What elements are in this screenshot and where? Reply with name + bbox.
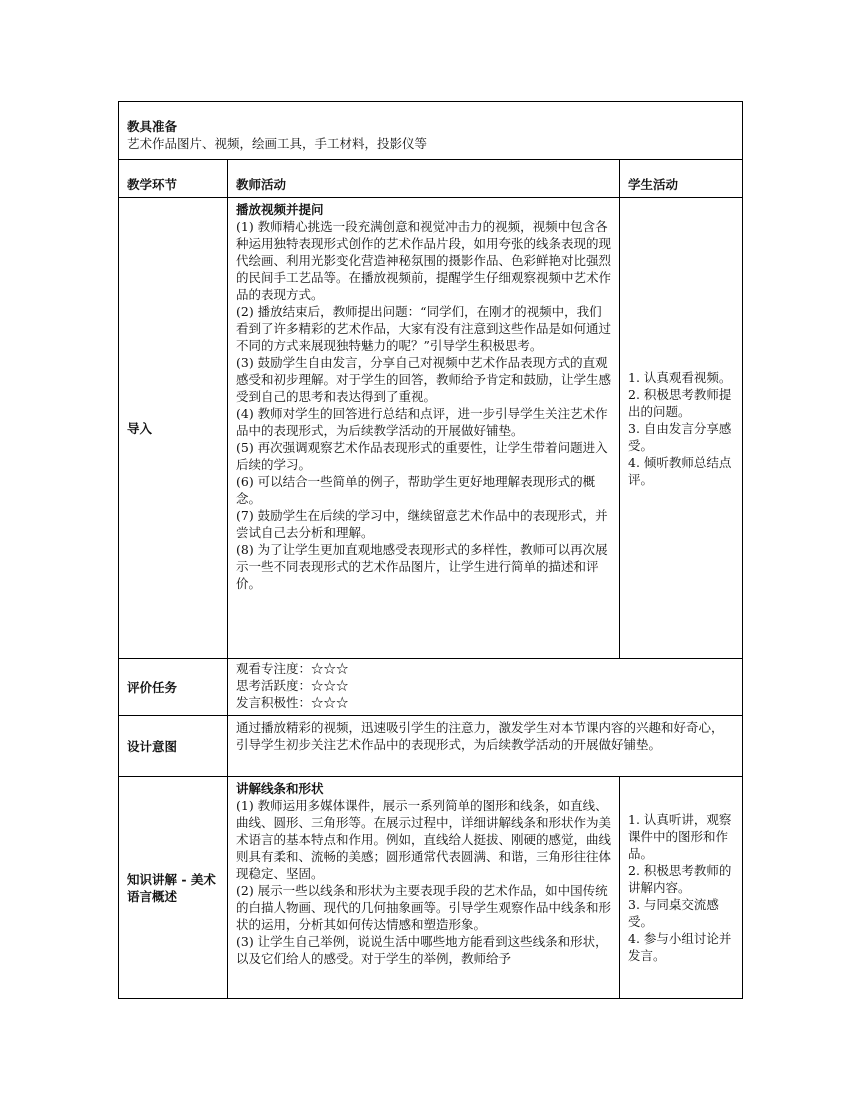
intro-teacher-paragraph: (2) 播放结束后，教师提出问题：“同学们，在刚才的视频中，我们看到了许多精彩的艺术作品，大家有没有注意到这些作品是如何通过不同的方式来展现独特魅力的呢？”引导学生积极思考。 bbox=[236, 304, 612, 353]
preparation-row bbox=[119, 102, 743, 160]
header-stage: 教学环节 bbox=[119, 160, 228, 198]
evaluation-row bbox=[119, 659, 743, 716]
intro-student-cell bbox=[620, 198, 743, 659]
intro-teacher-paragraph: (5) 再次强调观察艺术作品表现形式的重要性，让学生带着问题进入后续的学习。 bbox=[236, 440, 608, 472]
intro-teacher-paragraph: (3) 鼓励学生自由发言，分享自己对视频中艺术作品表现方式的直观感受和初步理解。对于学生的回答，教师给予肯定和鼓励，让学生感受到自己的思考和表达得到了重视。 bbox=[236, 355, 612, 404]
intro-student-item: 4. 倾听教师总结点评。 bbox=[628, 454, 732, 487]
intro-teacher-paragraph: (1) 教师精心挑选一段充满创意和视觉冲击力的视频，视频中包含各种运用独特表现形式创作的艺术作品片段，如用夸张的线条表现的现代绘画、利用光影变化营造神秘氛围的摄影作品、色彩鲜艳对比强烈的民间手工艺品等。在播放视频前，提醒学生仔细观察视频中艺术作品的表现方式。 bbox=[236, 219, 612, 302]
intro-student-item: 2. 积极思考教师提出的问题。 bbox=[628, 386, 732, 419]
header-teacher: 教师活动 bbox=[228, 160, 620, 198]
header-student: 学生活动 bbox=[620, 160, 743, 198]
knowledge-label: 知识讲解 - 美术语言概述 bbox=[119, 777, 228, 999]
knowledge-student-item: 2. 积极思考教师的讲解内容。 bbox=[628, 863, 732, 895]
knowledge-teacher-paragraph: (1) 教师运用多媒体课件，展示一系列简单的图形和线条，如直线、曲线、圆形、三角形等。在展示过程中，详细讲解线条和形状作为美术语言的基本特点和作用。例如，直线给人挺拔、刚硬的感觉，曲线则具有柔和、流畅的美感；圆形通常代表圆满、和谐，三角形往往体现稳定、坚固。 bbox=[236, 798, 612, 881]
knowledge-teacher-paragraph: (2) 展示一些以线条和形状为主要表现手段的艺术作品，如中国传统的白描人物画、现代的几何抽象画等。引导学生观察作品中线条和形状的运用，分析其如何传达情感和塑造形象。 bbox=[236, 883, 612, 932]
intro-row bbox=[119, 198, 743, 659]
intro-teacher-paragraph: (6) 可以结合一些简单的例子，帮助学生更好地理解表现形式的概念。 bbox=[236, 474, 596, 506]
evaluation-line: 发言积极性：☆☆☆ bbox=[236, 695, 349, 710]
evaluation-line: 观看专注度：☆☆☆ bbox=[236, 661, 349, 676]
knowledge-student-item: 4. 参与小组讨论并发言。 bbox=[628, 931, 732, 963]
header-row bbox=[119, 160, 743, 198]
knowledge-student-item: 1. 认真听讲，观察课件中的图形和作品。 bbox=[628, 812, 732, 861]
knowledge-teacher-paragraph: (3) 让学生自己举例，说说生活中哪些地方能看到这些线条和形状，以及它们给人的感受。对于学生的举例，教师给予 bbox=[236, 934, 608, 966]
knowledge-teacher-cell bbox=[228, 777, 620, 999]
intro-student-item: 1. 认真观看视频。 bbox=[628, 369, 732, 385]
knowledge-teacher-title: 讲解线条和形状 bbox=[236, 781, 324, 796]
intro-teacher-title: 播放视频并提问 bbox=[236, 202, 324, 217]
intro-student-item: 3. 自由发言分享感受。 bbox=[628, 420, 732, 453]
evaluation-label: 评价任务 bbox=[119, 659, 228, 716]
lesson-plan-table bbox=[118, 101, 743, 999]
evaluation-cell bbox=[228, 659, 743, 716]
knowledge-student-cell bbox=[620, 777, 743, 999]
intro-teacher-cell bbox=[228, 198, 620, 659]
intro-teacher-paragraph: (7) 鼓励学生在后续的学习中，继续留意艺术作品中的表现形式，并尝试自己去分析和理解。 bbox=[236, 508, 608, 540]
preparation-cell bbox=[119, 102, 743, 160]
design-label: 设计意图 bbox=[119, 716, 228, 777]
design-text: 通过播放精彩的视频，迅速吸引学生的注意力，激发学生对本节课内容的兴趣和好奇心，引导学生初步关注艺术作品中的表现形式，为后续教学活动的开展做好铺垫。 bbox=[228, 716, 743, 777]
intro-teacher-paragraph: (4) 教师对学生的回答进行总结和点评，进一步引导学生关注艺术作品中的表现形式，为后续教学活动的开展做好铺垫。 bbox=[236, 406, 608, 438]
evaluation-line: 思考活跃度：☆☆☆ bbox=[236, 678, 349, 693]
intro-teacher-paragraph: (8) 为了让学生更加直观地感受表现形式的多样性，教师可以再次展示一些不同表现形式的艺术作品图片，让学生进行简单的描述和评价。 bbox=[236, 542, 608, 591]
intro-label: 导入 bbox=[119, 198, 228, 659]
preparation-title: 教具准备 bbox=[127, 119, 178, 134]
preparation-items: 艺术作品图片、视频，绘画工具，手工材料，投影仪等 bbox=[127, 136, 428, 151]
knowledge-row bbox=[119, 777, 743, 999]
knowledge-student-item: 3. 与同桌交流感受。 bbox=[628, 897, 719, 929]
design-row bbox=[119, 716, 743, 777]
